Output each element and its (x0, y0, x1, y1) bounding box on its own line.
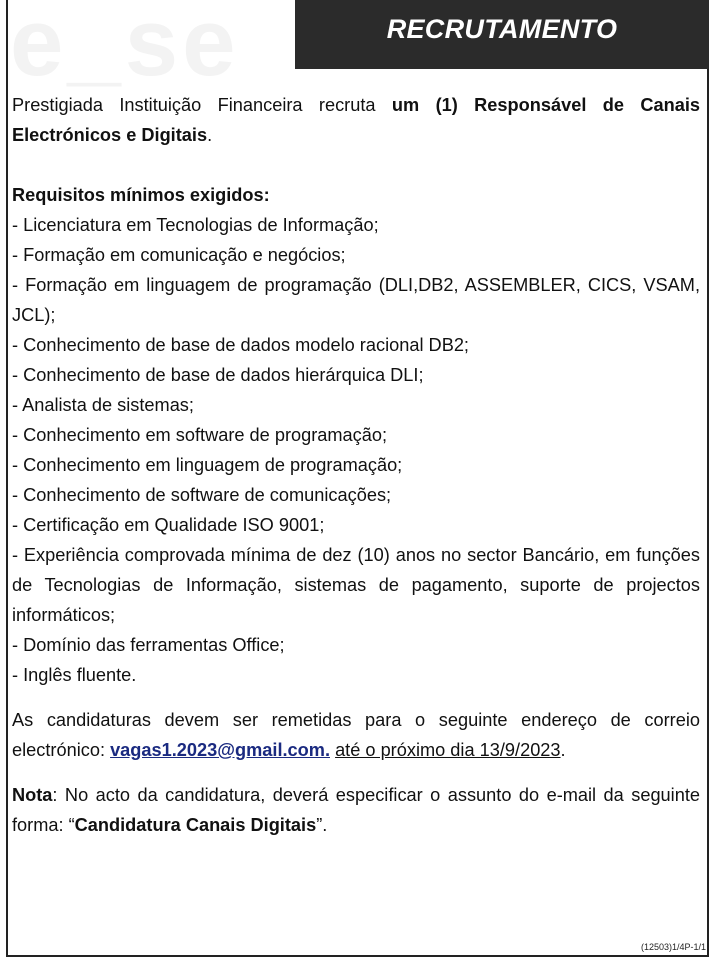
requirement-item: - Analista de sistemas; (12, 395, 194, 415)
deadline-text: até o próximo dia 13/9/2023 (335, 740, 561, 760)
requirement-item: - Conhecimento em linguagem de programação; (12, 455, 403, 475)
requirement-item: - Licenciatura em Tecnologias de Informação; (12, 215, 379, 235)
header-bar (295, 0, 709, 69)
intro-position: um (1) Responsável de Canais Electrónicos e Digitais (12, 95, 700, 145)
application-paragraph (12, 705, 700, 765)
intro-suffix: . (207, 125, 213, 145)
requirements-heading: Requisitos mínimos exigidos: (12, 185, 270, 205)
requirement-item: - Conhecimento de base de dados hierárquica DLI; (12, 365, 424, 385)
note-label: Nota (12, 785, 53, 805)
spacer (12, 765, 700, 780)
email-link[interactable]: vagas1.2023@gmail.com. (110, 740, 330, 760)
spacer (12, 690, 700, 705)
requirement-item: - Experiência comprovada mínima de dez (10) anos no sector Bancário, em funções de Tecnologias de Informação, sistemas de pagamento, suporte de projectos informáticos; (12, 545, 700, 625)
spacer (12, 150, 700, 180)
note-text-after: ”. (316, 815, 328, 835)
requirement-item: - Conhecimento de software de comunicações; (12, 485, 392, 505)
requirement-item: - Domínio das ferramentas Office; (12, 635, 285, 655)
intro-paragraph (12, 90, 700, 150)
requirement-item: - Certificação em Qualidade ISO 9001; (12, 515, 325, 535)
note-text-before: : No acto da candidatura, deverá especificar o assunto do e-mail da seguinte forma: “ (12, 785, 700, 835)
requirement-item: - Formação em comunicação e negócios; (12, 245, 346, 265)
background-watermark: e_se (10, 0, 240, 96)
requirement-item: - Conhecimento em software de programação; (12, 425, 388, 445)
application-suffix: . (560, 740, 566, 760)
note-paragraph (12, 780, 700, 840)
requirement-item: - Formação em linguagem de programação (DLI,DB2, ASSEMBLER, CICS, VSAM, JCL); (12, 275, 700, 325)
requirement-item: - Conhecimento de base de dados modelo racional DB2; (12, 335, 469, 355)
page-title: RECRUTAMENTO (386, 14, 618, 44)
requirement-item: - Inglês fluente. (12, 665, 137, 685)
reference-code: (12503)1/4P-1/1 (640, 942, 706, 952)
note-subject: Candidatura Canais Digitais (74, 815, 317, 835)
intro-prefix: Prestigiada Instituição Financeira recruta (12, 95, 392, 115)
ad-content (12, 90, 700, 840)
requirements-list (12, 210, 700, 690)
application-prefix: As candidaturas devem ser remetidas para o seguinte endereço de correio electrónico: (12, 710, 700, 760)
